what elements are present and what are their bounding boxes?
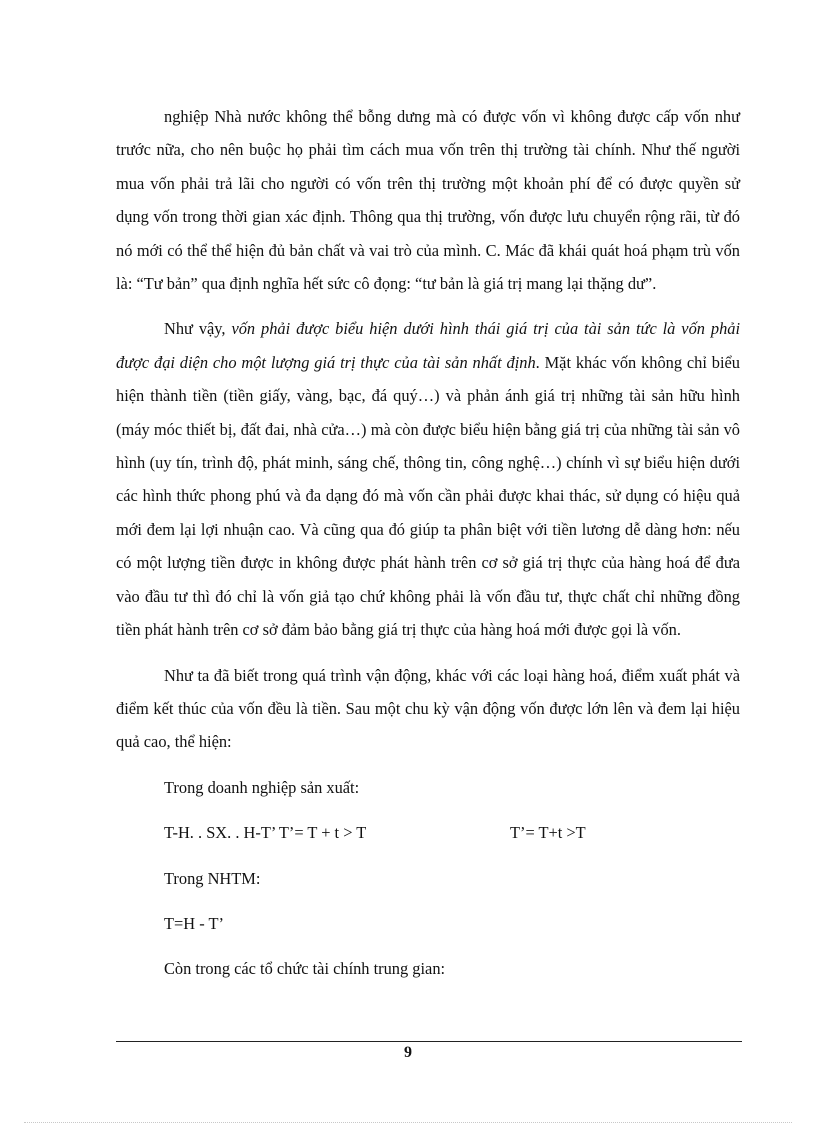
body-text (116, 100, 740, 986)
line-nhtm: Trong NHTM: (164, 868, 261, 888)
formula-production-right: T’= T+t >T (510, 823, 586, 843)
line-intermediaries: Còn trong các tổ chức tài chính trung gian: (164, 959, 446, 979)
formula-production-left: T-H. . SX. . H-T’ T’= T + t > T (164, 823, 367, 843)
page-number: 9 (404, 1044, 412, 1061)
line-production-enterprise: Trong doanh nghiệp sản xuất: (164, 777, 360, 797)
formula-production (116, 816, 740, 849)
paragraph-2-rest: . Mặt khác vốn không chỉ biểu hiện thành tiền (tiền giấy, vàng, bạc, đá quý…) và phản ánh giá trị những tài sản hữu hình (máy móc thiết bị, đất đai, nhà cửa…) mà còn được biểu hiện bằng giá trị của những tài sản vô hình (uy tín, trình độ, phát minh, sáng chế, thông tin, công nghệ…) chính vì sự biểu hiện dưới các hình thức phong phú và đa dạng đó mà vốn cần phải được khai thác, sử dụng có hiệu quả mới đem lại lợi nhuận cao. Và cũng qua đó giúp ta phân biệt với tiền lương dễ dàng hơn: nếu có một lượng tiền được in không được phát hành trên cơ sở giá trị thực của hàng hoá để đưa vào đầu tư thì đó chỉ là vốn giả tạo chứ không phải là vốn đầu tư, thực chất chỉ những đồng tiền phát hành trên cơ sở đảm bảo bằng giá trị thực của hàng hoá mới được gọi là vốn. (116, 352, 740, 640)
paragraph-3: Như ta đã biết trong quá trình vận động, khác với các loại hàng hoá, điểm xuất phát và điểm kết thúc của vốn đều là tiền. Sau một chu kỳ vận động vốn được lớn lên và đem lại hiệu quả cao, thể hiện: (116, 665, 740, 752)
formula-nhtm: T=H - T’ (164, 913, 224, 933)
paragraph-2-lead: Như vậy, (164, 319, 232, 339)
paragraph-2-italic: vốn phải được biểu hiện dưới hình thái giá trị của tài sản tức là vốn phải được đại diện cho một lượng giá trị thực của tài sản nhất định (116, 319, 741, 372)
paragraph-1: nghiệp Nhà nước không thể bỗng dưng mà có được vốn vì không được cấp vốn như trước nữa, cho nên buộc họ phải tìm cách mua vốn trên thị trường tài chính. Như thế người mua vốn phải trả lãi cho người có vốn trên thị trường một khoản phí để có được quyền sử dụng vốn trong thời gian xác định. Thông qua thị trường, vốn được lưu chuyển rộng rãi, từ đó nó mới có thể thể hiện đủ bản chất và vai trò của mình. C. Mác đã khái quát hoá phạm trù vốn là: “Tư bản” qua định nghĩa hết sức cô đọng: “tư bản là giá trị mang lại thặng dư”. (116, 107, 740, 294)
footer-divider (116, 1041, 742, 1042)
paragraph-2 (116, 312, 740, 646)
